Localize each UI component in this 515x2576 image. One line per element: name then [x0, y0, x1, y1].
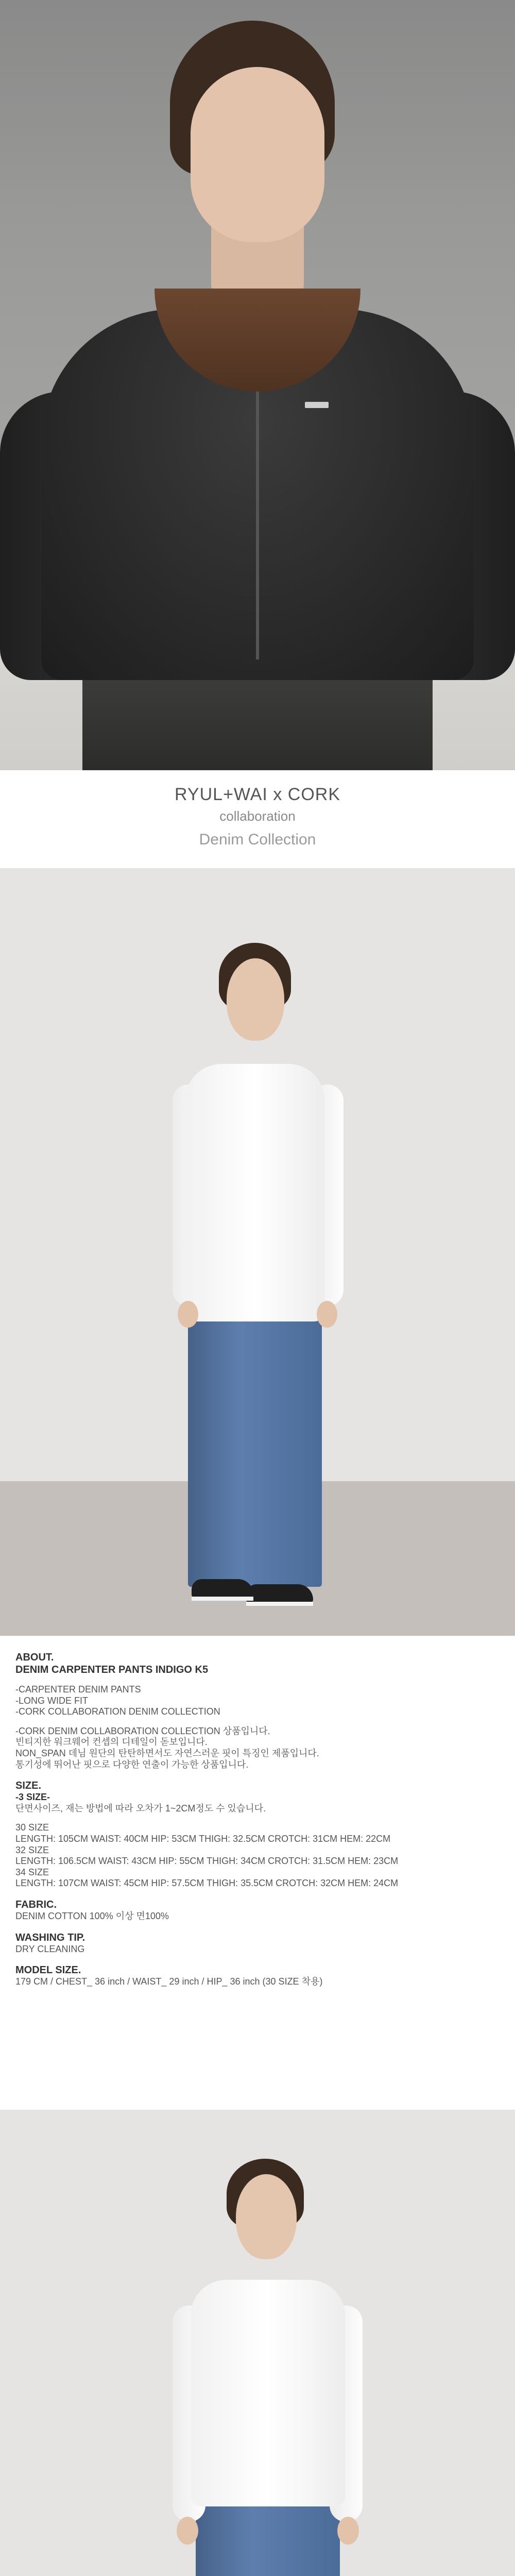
sole-right [246, 1602, 313, 1606]
white-tshirt [185, 1064, 324, 1321]
model-head [227, 958, 284, 1041]
size-name: 30 SIZE [15, 1822, 49, 1833]
hand-left [178, 1301, 198, 1328]
size-detail: LENGTH: 105CM WAIST: 40CM HIP: 53CM THIGH: 32.5CM CROTCH: 31CM HEM: 22CM [15, 1833, 391, 1844]
brand-title: RYUL+WAI x CORK [174, 785, 340, 804]
sneaker-left [192, 1579, 253, 1598]
size-heading: SIZE. [15, 1780, 42, 1792]
sneaker-right [246, 1584, 313, 1603]
hand-left [177, 2517, 198, 2545]
size-detail: LENGTH: 106.5CM WAIST: 43CM HIP: 55CM THIGH: 34CM CROTCH: 31.5CM HEM: 23CM [15, 1856, 399, 1867]
desc-line: NON_SPAN 데님 원단의 탄탄하면서도 자연스러운 핏이 특징인 제품입니다. [15, 1748, 319, 1758]
washing-heading: WASHING TIP. [15, 1931, 85, 1943]
fabric-text: DENIM COTTON 100% 이상 면100% [15, 1910, 169, 1921]
hero-jacket-photo [0, 0, 515, 770]
sole-left [192, 1597, 253, 1601]
size-name: 34 SIZE [15, 1867, 49, 1877]
model-photo-front-1 [0, 868, 515, 1636]
size-name: 32 SIZE [15, 1844, 49, 1855]
bullet-line: -CORK COLLABORATION DENIM COLLECTION [15, 1706, 220, 1717]
model-face [191, 67, 324, 242]
desc-line: 빈티지한 워크웨어 컨셉의 디테일이 돋보입니다. [15, 1737, 208, 1748]
brand-logo-block [0, 770, 515, 868]
size-label: -3 SIZE- [15, 1792, 50, 1803]
size-detail: LENGTH: 107CM WAIST: 45CM HIP: 57.5CM THIGH: 35.5CM CROTCH: 32CM HEM: 24CM [15, 1878, 399, 1889]
white-tshirt [191, 2280, 345, 2506]
denim-pants [196, 2496, 340, 2576]
washing-text: DRY CLEANING [15, 1943, 85, 1954]
jacket-zipper [256, 371, 259, 659]
model-size-text: 179 CM / CHEST_ 36 inch / WAIST_ 29 inch / HIP_ 36 inch (30 SIZE 착용) [15, 1976, 323, 1987]
bullet-line: -CARPENTER DENIM PANTS [15, 1684, 141, 1694]
product-info [15, 1651, 500, 1988]
product-name: DENIM CARPENTER PANTS INDIGO K5 [15, 1664, 209, 1675]
hand-right [337, 2517, 359, 2545]
desc-line: -CORK DENIM COLLABORATION COLLECTION 상품입니다. [15, 1725, 270, 1736]
model-size-heading: MODEL SIZE. [15, 1964, 81, 1976]
brand-collab-label: collaboration [219, 808, 296, 824]
denim-pants [188, 1309, 322, 1587]
desc-line: 통기성에 뛰어난 핏으로 다양한 연출이 가능한 상품입니다. [15, 1759, 249, 1770]
size-note: 단면사이즈, 재는 방법에 따라 오차가 1~2CM정도 수 있습니다. [15, 1803, 266, 1814]
hand-right [317, 1301, 337, 1328]
fabric-heading: FABRIC. [15, 1899, 57, 1910]
collection-label: Denim Collection [199, 831, 316, 848]
model-legs [82, 670, 433, 770]
model-photo-front-2 [0, 2110, 515, 2576]
model-head [236, 2174, 297, 2259]
jacket-badge [305, 402, 329, 408]
bullet-line: -LONG WIDE FIT [15, 1695, 88, 1706]
about-heading: ABOUT. [15, 1652, 54, 1663]
